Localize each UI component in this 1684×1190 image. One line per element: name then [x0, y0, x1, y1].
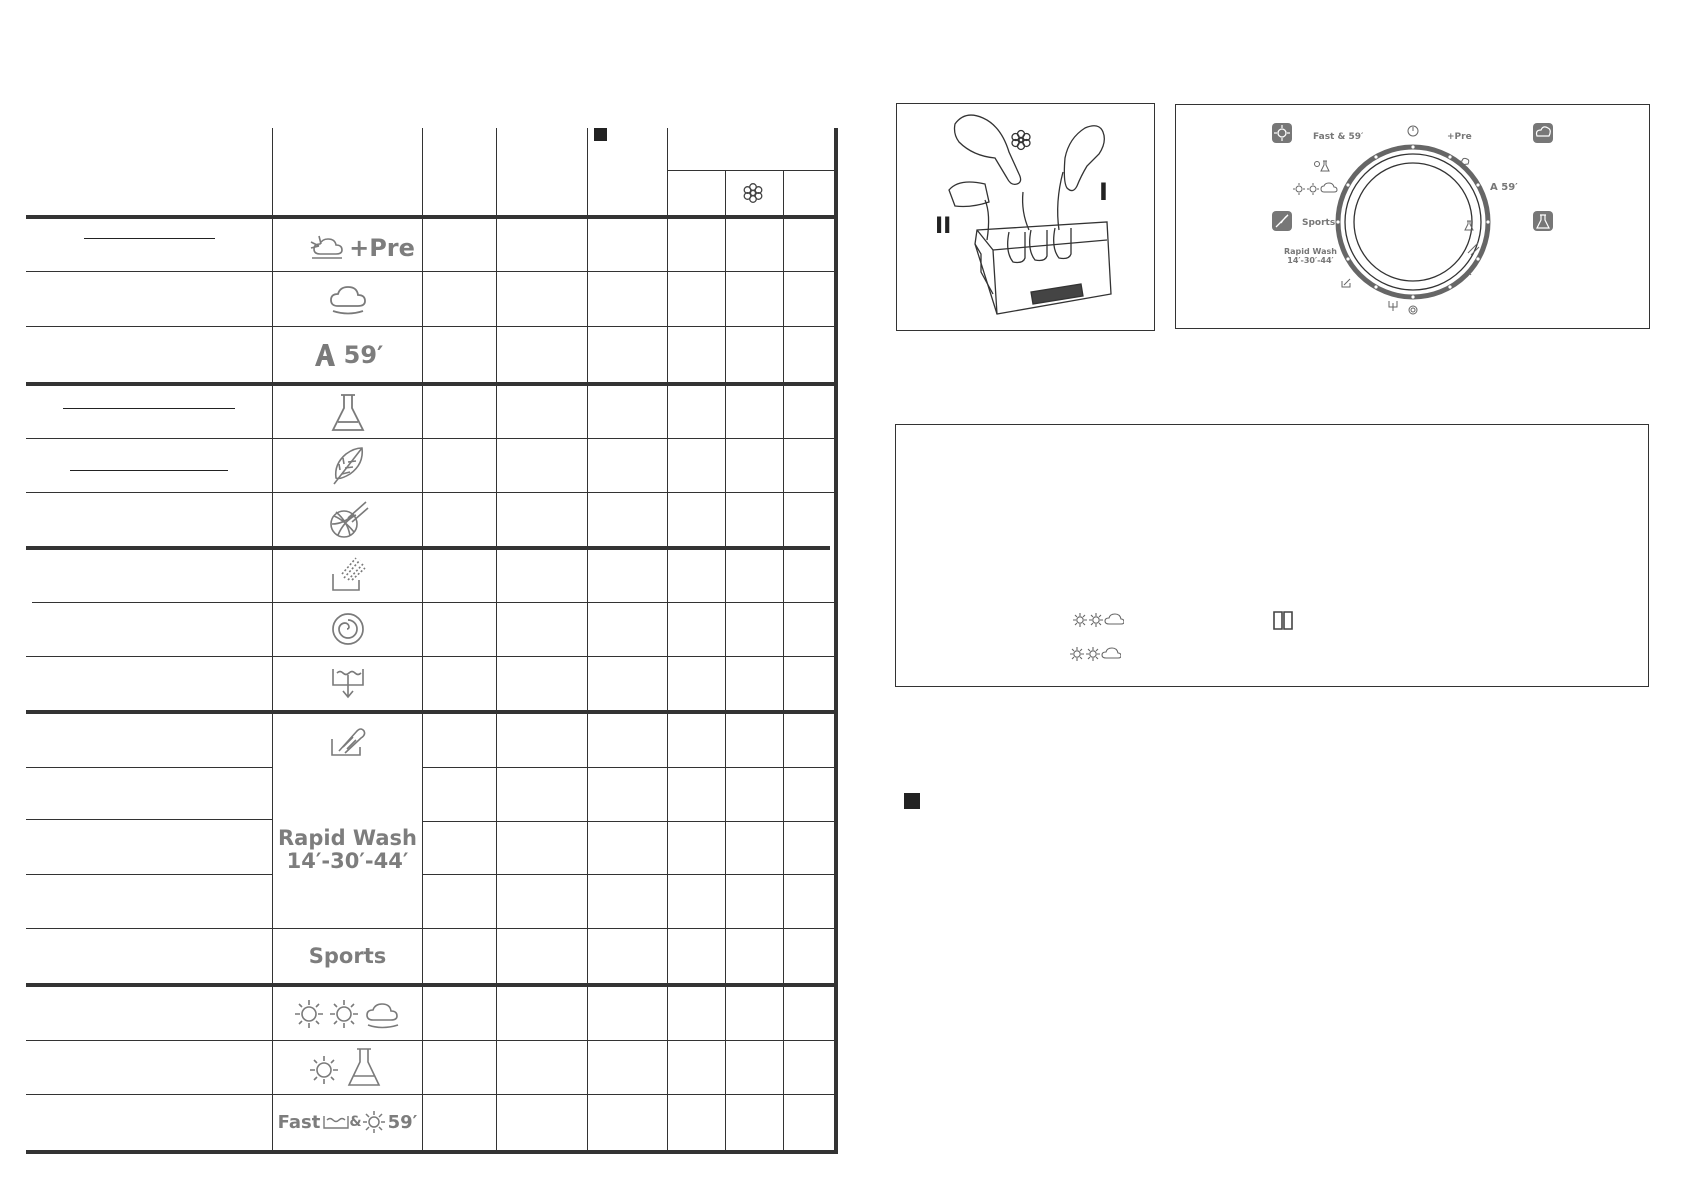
dial-a59-label: A 59′ [1490, 182, 1518, 193]
table-rule [26, 928, 836, 929]
dial-pre-label: +Pre [1447, 132, 1472, 142]
table-rule [26, 492, 836, 493]
rinse-icon [330, 556, 366, 594]
flower-softener-icon [738, 178, 768, 208]
table-col-divider [783, 170, 784, 1154]
label-underline [84, 238, 215, 239]
table-thick-rule [26, 546, 830, 550]
flask-icon [330, 392, 366, 434]
fast-59-label: 59′ [387, 1111, 418, 1133]
pre-label: +Pre [349, 234, 415, 262]
prewash-cloud-icon [307, 232, 349, 264]
tub-icon [323, 1114, 349, 1130]
table-col-divider [667, 128, 668, 1150]
sun-sun-cloud-icon [293, 996, 403, 1032]
drain-icon [331, 665, 365, 701]
table-rule [26, 767, 273, 768]
note-marker-square [904, 793, 920, 809]
table-rule [26, 271, 836, 272]
programme-dial-illustration [1176, 105, 1651, 330]
detergent-drawer-figure [896, 103, 1155, 331]
rapid-wash-line1: Rapid Wash [278, 826, 417, 850]
info-box [895, 424, 1649, 687]
table-thick-rule [26, 382, 836, 386]
a59-label: 59′ [343, 341, 384, 369]
a59-symbol [273, 334, 422, 376]
table-rule [26, 1040, 836, 1041]
table-thick-rule [26, 983, 836, 987]
wool-symbol [273, 496, 422, 544]
sun-icon [362, 1110, 386, 1134]
fast-label: Fast [277, 1111, 321, 1133]
table-thick-rule [26, 215, 836, 219]
handwash-icon [329, 723, 367, 759]
table-rule [26, 326, 836, 327]
sun-sun-cloud-icon [1069, 645, 1121, 663]
sun-sun-cloud-symbol [273, 992, 422, 1036]
rapid-wash-line2: 14′-30′-44′ [286, 849, 409, 873]
table-col-divider [496, 128, 497, 1154]
feather-icon [328, 444, 368, 488]
sun-flask-icon [308, 1046, 388, 1088]
programme-dial-figure [1175, 104, 1650, 329]
table-col-divider [587, 128, 588, 1154]
dial-rapid-label: Rapid Wash 14′-30′-44′ [1284, 247, 1337, 265]
table-rule [422, 874, 836, 875]
table-right-border [834, 128, 838, 1154]
table-thick-rule [26, 710, 834, 714]
spin-symbol [273, 606, 422, 652]
note-marker-square [594, 128, 607, 141]
label-underline [70, 470, 228, 471]
rinse-symbol [273, 552, 422, 598]
spin-icon [331, 612, 365, 646]
table-rule [32, 602, 836, 603]
table-rule [26, 656, 836, 657]
compartment-II-label: II [935, 214, 952, 239]
sun-sun-cloud-icon [1072, 611, 1124, 629]
rapid-wash-symbol [273, 822, 422, 878]
wool-icon [326, 498, 370, 542]
prewash-symbol [305, 228, 417, 268]
handwash-symbol [273, 718, 422, 764]
sports-label: Sports [308, 944, 387, 968]
dial-sun-sun-cloud-icon [1292, 181, 1340, 197]
drain-symbol [273, 660, 422, 706]
flask-symbol [273, 390, 422, 436]
table-rule [26, 438, 836, 439]
sports-symbol [273, 934, 422, 978]
table-col-divider [725, 170, 726, 1150]
header-subline [667, 170, 836, 171]
table-rule [26, 874, 273, 875]
sun-flask-symbol [273, 1044, 422, 1090]
a-letter-icon [312, 342, 338, 368]
table-bottom-border [26, 1150, 838, 1154]
book-icon [1272, 609, 1294, 631]
compartment-I-label: I [1099, 178, 1108, 206]
table-rule [422, 821, 836, 822]
label-underline [63, 408, 235, 409]
table-rule [422, 767, 836, 768]
feather-symbol [273, 443, 422, 489]
dial-fast-label: Fast & 59′ [1313, 132, 1364, 142]
dial-sports-label: Sports [1302, 218, 1336, 228]
fast-symbol [273, 1100, 422, 1144]
table-rule [26, 1094, 836, 1095]
cloud-icon [328, 284, 368, 318]
cloud-symbol [273, 280, 422, 322]
table-rule [26, 819, 273, 820]
fast-amp-label: & [349, 1114, 362, 1130]
table-col-divider [422, 128, 423, 1154]
